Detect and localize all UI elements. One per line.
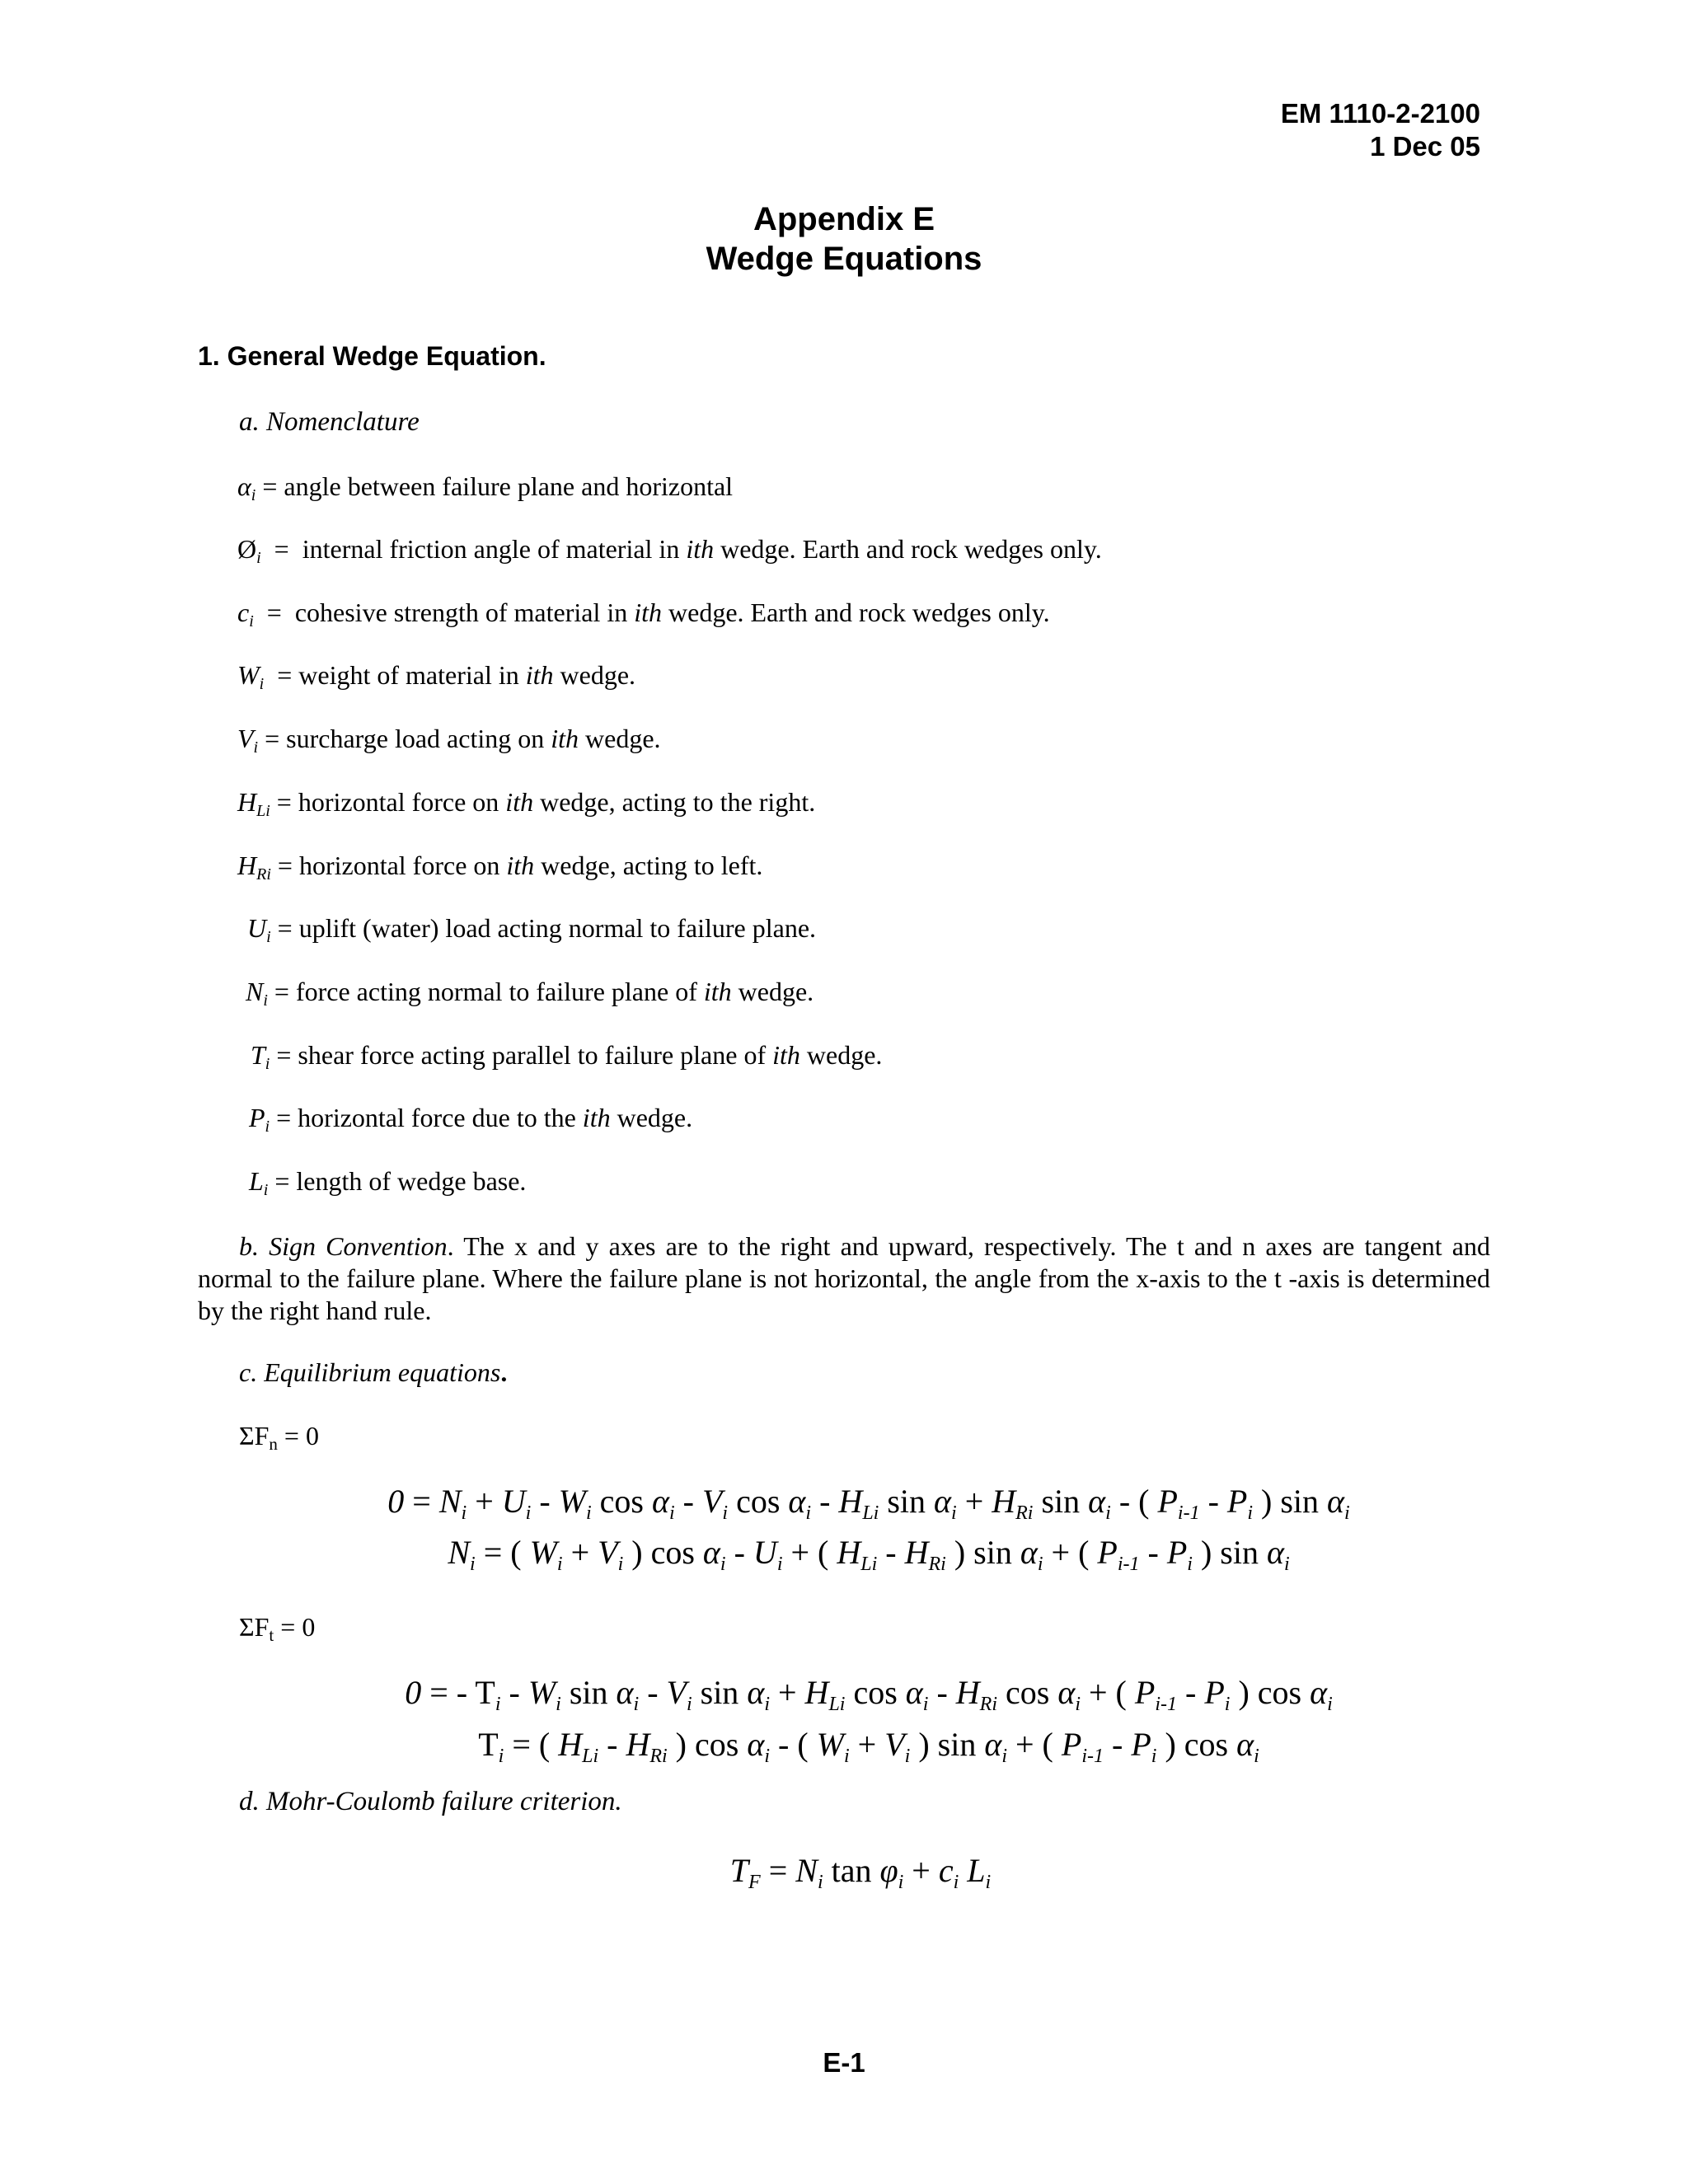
appendix-title: Wedge Equations <box>706 241 982 277</box>
equation-tangent-balance: 0 = - $T_i - W_i$ $\sin \alpha_i - V_i$ $\sin \alpha_i + H_{Li}$ $\cos \alpha_i - H_{Ri}$ $\cos \alpha_i$ + ( $P_{i-1} - P_i$ ) $\cos \alpha_i$ <box>405 1674 1333 1715</box>
equation-normal-balance: $0 = N_i + U_i - W_i$ $\cos \alpha_i - V_i$ $\cos \alpha_i - H_{Li}$ $\sin \alpha_i + H_{Ri}$ $\sin \alpha_i$ - ( $P_{i-1} - P_i$ ) $\sin \alpha_i$ <box>387 1483 1350 1524</box>
def-phi: $Ø_i$ = internal friction angle of material in ith wedge. Earth and rock wedges only. <box>237 534 1102 567</box>
sum-fn-label: $\Sigma F_n = 0$ <box>239 1421 319 1454</box>
def-V: $V_i$ = surcharge load acting on ith wedge. <box>237 724 661 757</box>
def-U: $U_i$ = uplift (water) load acting normal to failure plane. <box>247 913 817 946</box>
sign-convention-paragraph: b. Sign Convention. The x and y axes are to the right and upward, respectively. The t and n axes are tangent and normal to the failure plane. Where the failure plane is not horizontal, the angle from the x-axis to the t -axis is determined by the right hand rule. <box>198 1231 1491 1325</box>
equilibrium-heading: c. Equilibrium equations. <box>239 1357 508 1387</box>
def-W: $W_i$ = weight of material in ith wedge. <box>237 660 636 693</box>
section-heading: 1. General Wedge Equation. <box>198 341 546 371</box>
appendix-label: Appendix E <box>753 201 935 237</box>
equation-shear-force: $T_i$ = ( $H_{Li} - H_{Ri}$ ) $\cos \alpha_i$ - ( $W_i + V_i$ ) $\sin \alpha_i$ + ( $P_{i-1} - P_i$ ) $\cos \alpha_i$ <box>478 1726 1259 1767</box>
def-P: $P_i$ = horizontal force due to the ith wedge. <box>249 1103 693 1136</box>
mohr-coulomb-heading: d. Mohr-Coulomb failure criterion. <box>239 1787 622 1816</box>
def-N: $N_i$ = force acting normal to failure plane of ith wedge. <box>246 977 814 1010</box>
page-title <box>0 199 1688 279</box>
equation-normal-force: $N_i$ = ( $W_i + V_i$ ) $\cos \alpha_i - U_i$ + ( $H_{Li} - H_{Ri}$ ) $\sin \alpha_i$ + ( $P_{i-1} - P_i$ ) $\sin \alpha_i$ <box>448 1534 1290 1575</box>
def-T: $T_i$ = shear force acting parallel to failure plane of ith wedge. <box>251 1040 883 1073</box>
sum-ft-label: $\Sigma F_t = 0$ <box>239 1612 316 1645</box>
page-number: E-1 <box>823 2047 865 2078</box>
equation-mohr-coulomb: $T_F = N_i$ $\tan \varphi_i + c_i$ $L_i$ <box>729 1852 992 1893</box>
def-HR: $H_{Ri}$ = horizontal force on ith wedge, acting to left. <box>237 851 763 883</box>
def-L: $L_i$ = length of wedge base. <box>249 1166 527 1199</box>
def-HL: $H_{Li}$ = horizontal force on ith wedge, acting to the right. <box>237 787 816 820</box>
nomenclature-heading: a. Nomenclature <box>239 407 420 437</box>
def-c: $c_i$ = cohesive strength of material in ith wedge. Earth and rock wedges only. <box>237 598 1050 630</box>
def-alpha: $\alpha_i$ = angle between failure plane and horizontal <box>237 471 734 504</box>
document-header <box>1281 97 1480 163</box>
document-number: EM 1110-2-2100 <box>1280 98 1480 129</box>
document-date: 1 Dec 05 <box>1370 131 1480 162</box>
